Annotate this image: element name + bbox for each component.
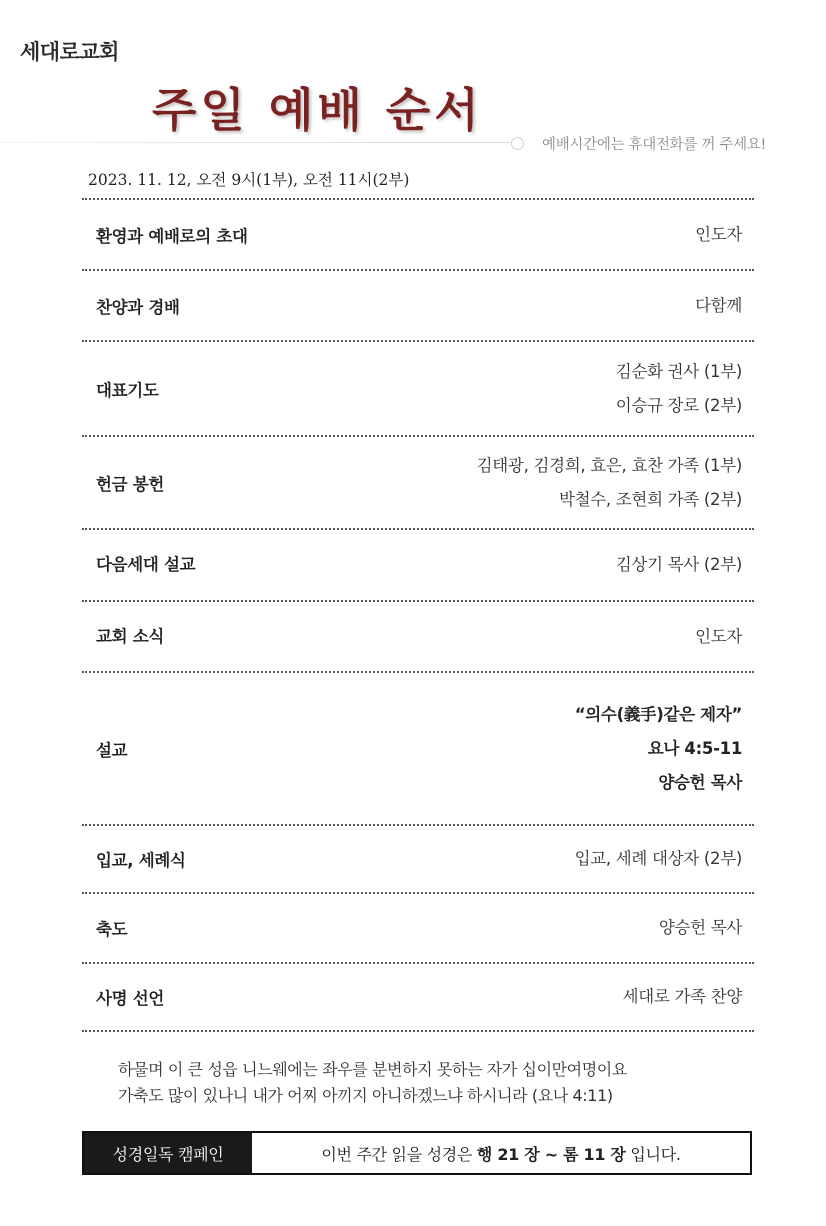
order-label: 설교 xyxy=(96,740,128,760)
order-row-news xyxy=(82,602,742,671)
bible-reading-campaign xyxy=(82,1131,752,1175)
order-label: 사명 선언 xyxy=(96,989,165,1008)
order-label: 축도 xyxy=(96,920,128,939)
circle-icon xyxy=(511,137,524,150)
verse-line: 가축도 많이 있나니 내가 어찌 아끼지 아니하겠느냐 하시니라 (요나 4:11) xyxy=(118,1086,613,1105)
sermon-title: “의수(義手)같은 제자” xyxy=(574,704,742,724)
page-title: 주일 예배 순서 xyxy=(152,83,483,137)
sermon-scripture: 요나 4:5-11 xyxy=(647,738,742,758)
order-label: 입교, 세례식 xyxy=(96,851,186,870)
order-value: 이승규 장로 (2부) xyxy=(615,395,742,415)
campaign-text xyxy=(252,1133,750,1173)
order-label: 대표기도 xyxy=(96,380,159,400)
order-row-baptism xyxy=(82,826,742,892)
order-value: 인도자 xyxy=(695,224,742,244)
order-value: 김상기 목사 (2부) xyxy=(615,555,742,574)
order-value: 인도자 xyxy=(695,626,742,646)
campaign-reading-range: 행 21 장 ~ 롬 11 장 xyxy=(476,1144,626,1164)
order-value: 입교, 세례 대상자 (2부) xyxy=(574,849,742,868)
order-value: 김순화 권사 (1부) xyxy=(615,361,742,381)
campaign-text-suffix: 입니다. xyxy=(625,1144,681,1164)
order-row-benediction xyxy=(82,894,742,962)
order-value: 세대로 가족 찬양 xyxy=(622,987,742,1006)
phone-notice: 예배시간에는 휴대전화를 꺼 주세요! xyxy=(542,137,767,153)
order-row-sermon xyxy=(82,673,742,824)
order-row-mission xyxy=(82,964,742,1030)
order-label: 환영과 예배로의 초대 xyxy=(96,226,248,246)
order-label: 다음세대 설교 xyxy=(96,555,196,574)
header-divider xyxy=(0,142,510,143)
order-row-welcome xyxy=(82,200,742,269)
verse-quote xyxy=(118,1057,758,1109)
order-value: 김태광, 김경희, 효은, 효찬 가족 (1부) xyxy=(476,455,742,475)
order-row-prayer xyxy=(82,342,742,435)
campaign-text-prefix: 이번 주간 읽을 성경은 xyxy=(321,1144,477,1164)
sermon-preacher: 양승헌 목사 xyxy=(658,772,742,792)
campaign-label: 성경일독 캠페인 xyxy=(84,1133,252,1173)
service-date: 2023. 11. 12, 오전 9시(1부), 오전 11시(2부) xyxy=(88,171,410,189)
order-label: 교회 소식 xyxy=(96,626,165,646)
order-label: 찬양과 경배 xyxy=(96,297,180,317)
order-row-next-gen-sermon xyxy=(82,530,742,600)
order-label: 헌금 봉헌 xyxy=(96,474,165,494)
order-value: 다함께 xyxy=(695,295,742,315)
divider xyxy=(82,1030,754,1032)
church-name: 세대로교회 xyxy=(20,40,119,64)
order-value: 양승헌 목사 xyxy=(658,918,742,937)
order-row-offering xyxy=(82,437,742,528)
order-value: 박철수, 조현희 가족 (2부) xyxy=(558,489,742,509)
verse-line: 하물며 이 큰 성읍 니느웨에는 좌우를 분변하지 못하는 자가 십이만여명이요 xyxy=(118,1060,627,1079)
order-row-praise xyxy=(82,271,742,340)
